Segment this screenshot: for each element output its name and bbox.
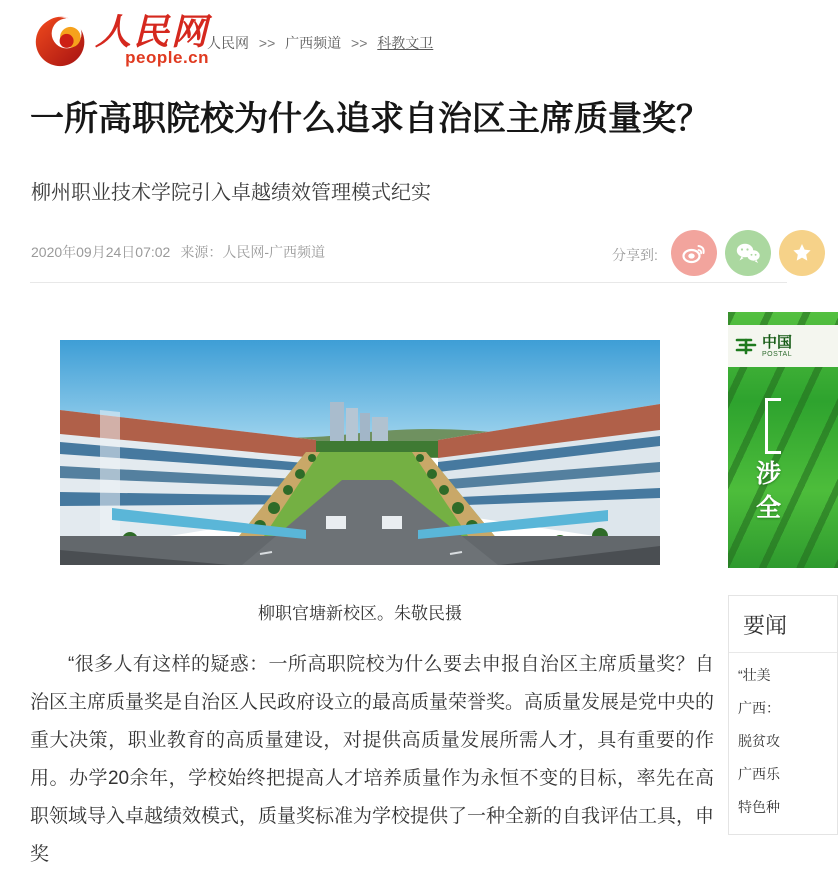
china-post-ad-header xyxy=(728,325,838,367)
peoplecn-logo[interactable] xyxy=(33,10,209,70)
header-divider xyxy=(30,282,787,283)
top-news-panel xyxy=(728,595,838,835)
china-post-logo-icon xyxy=(734,334,758,358)
ad-brand-cn: 中国 xyxy=(762,333,793,351)
top-news-list xyxy=(729,653,837,824)
weibo-icon xyxy=(680,239,708,267)
news-item[interactable]: 脱贫攻 xyxy=(738,733,780,749)
ad-vertical-text: 涉 xyxy=(756,460,782,488)
campus-photo-illustration xyxy=(60,340,660,565)
ad-vertical-text: 全 xyxy=(756,494,782,522)
breadcrumb-home[interactable]: 人民网 xyxy=(207,35,249,51)
breadcrumb xyxy=(207,33,439,53)
news-item[interactable]: 广西乐 xyxy=(738,766,780,782)
wechat-icon xyxy=(734,239,762,267)
date-source-line xyxy=(31,242,325,262)
share-qzone-button[interactable] xyxy=(779,230,825,276)
article-photo xyxy=(60,340,660,565)
top-news-title: 要闻 xyxy=(743,613,788,638)
breadcrumb-separator: >> xyxy=(258,35,276,51)
source-label: 来源： xyxy=(180,244,223,260)
article-subtitle: 柳州职业技术学院引入卓越绩效管理模式纪实 xyxy=(31,182,431,204)
article-meta-row xyxy=(30,230,787,280)
news-item[interactable]: “壮美 xyxy=(738,667,771,683)
news-item[interactable]: 特色种 xyxy=(738,799,780,815)
breadcrumb-channel[interactable]: 广西频道 xyxy=(285,35,342,51)
photo-caption: 柳职官塘新校区。朱敬民摄 xyxy=(258,604,462,623)
peoplecn-swirl-icon xyxy=(33,10,89,70)
ad-bracket-graphic xyxy=(765,398,781,454)
article-body-paragraph: “很多人有这样的疑惑：一所高职院校为什么要去申报自治区主席质量奖？自治区主席质量奖是自治区人民政府设立的最高质量荣誉奖。高质量发展是党中央的重大决策，职业教育的高质量建设，对提供高质量发展所需人才，具有重要的作用。办学20余年，学校始终把提高人才培养质量作为永恒不变的目标，率先在高职领域导入卓越绩效模式，质量奖标准为学校提供了一种全新的自我评估工具，申奖 xyxy=(30,654,715,865)
brand-name-cn: 人民网 xyxy=(95,11,210,53)
publish-date: 2020年09月24日07:02 xyxy=(31,244,171,260)
share-wechat-button[interactable] xyxy=(725,230,771,276)
brand-name-en: people.cn xyxy=(125,48,210,67)
source-link[interactable]: 人民网-广西频道 xyxy=(222,244,325,260)
article-title: 一所高职院校为什么追求自治区主席质量奖？ xyxy=(30,100,710,138)
ad-brand-en: POSTAL xyxy=(762,350,793,358)
breadcrumb-separator: >> xyxy=(351,35,368,51)
china-post-ad-banner[interactable] xyxy=(728,312,838,568)
share-weibo-button[interactable] xyxy=(671,230,717,276)
qzone-icon xyxy=(788,239,816,267)
share-label: 分享到: xyxy=(612,247,658,263)
breadcrumb-section[interactable]: 科教文卫 xyxy=(377,35,434,51)
news-item[interactable]: 广西： xyxy=(738,700,780,716)
